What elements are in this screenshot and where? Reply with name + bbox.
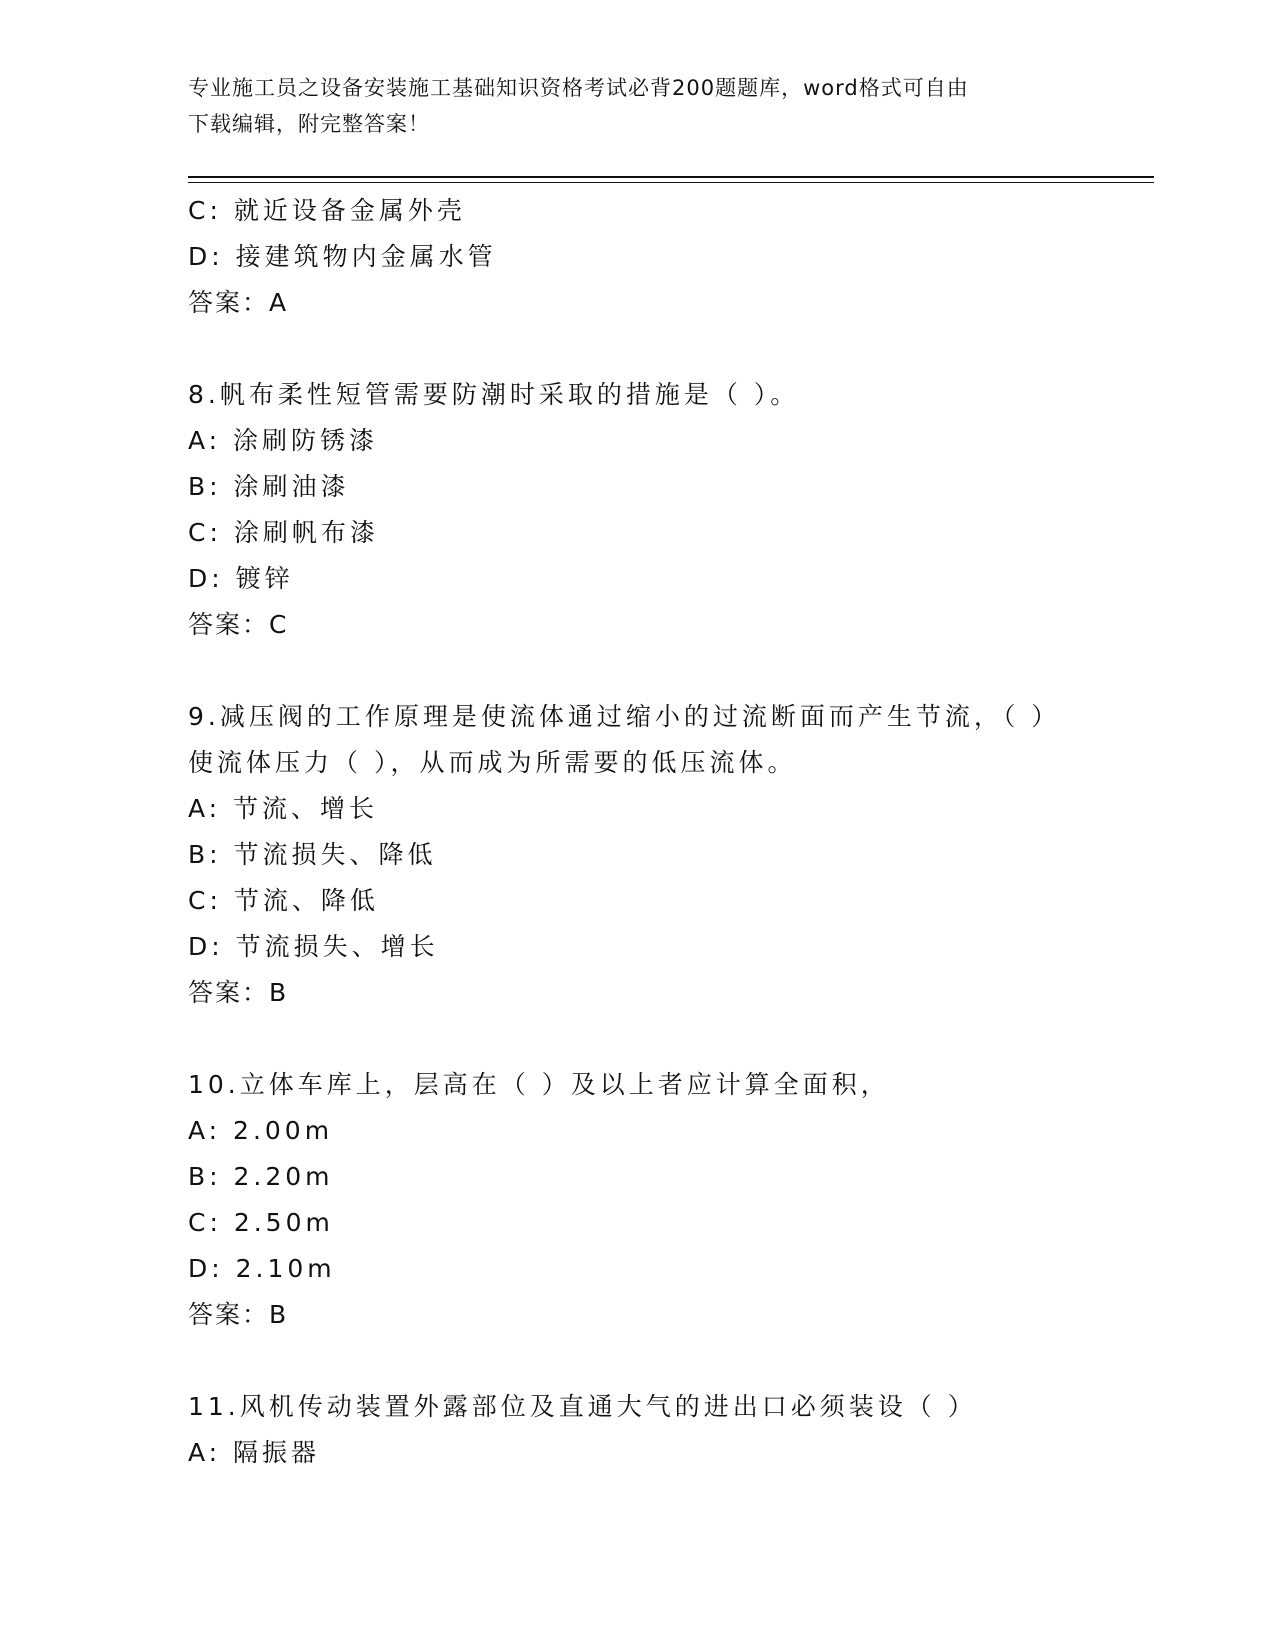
question-7-continued — [188, 188, 1088, 326]
question-10 — [188, 1062, 1088, 1338]
header-rule-thick — [188, 176, 1154, 178]
option-c: C: 节流、降低 — [188, 886, 379, 915]
option-c: C: 涂刷帆布漆 — [188, 518, 379, 547]
spacer — [188, 1016, 1088, 1062]
document-header — [188, 70, 1088, 142]
question-text: 8.帆布柔性短管需要防潮时采取的措施是（ ）。 — [188, 380, 800, 409]
option-a: A: 隔振器 — [188, 1438, 321, 1467]
option-a: A: 涂刷防锈漆 — [188, 426, 379, 455]
spacer — [188, 1338, 1088, 1384]
question-text: 11.风机传动装置外露部位及直通大气的进出口必须装设（ ） — [188, 1392, 977, 1421]
question-text-line-2: 使流体压力（ ），从而成为所需要的低压流体。 — [188, 748, 797, 777]
option-c: C: 就近设备金属外壳 — [188, 196, 466, 225]
option-a: A: 节流、增长 — [188, 794, 379, 823]
option-c: C: 2.50m — [188, 1208, 334, 1237]
question-list — [188, 188, 1088, 1476]
option-d: D: 2.10m — [188, 1254, 336, 1283]
spacer — [188, 648, 1088, 694]
header-rule-thin — [188, 182, 1154, 183]
answer: 答案：B — [188, 1300, 289, 1329]
question-11 — [188, 1384, 1088, 1476]
answer: 答案：C — [188, 610, 289, 639]
option-d: D: 节流损失、增长 — [188, 932, 439, 961]
header-line-1: 专业施工员之设备安装施工基础知识资格考试必背200题题库，word格式可自由 — [188, 76, 969, 100]
question-9 — [188, 694, 1088, 1016]
option-a: A: 2.00m — [188, 1116, 334, 1145]
header-line-2: 下载编辑，附完整答案！ — [188, 112, 430, 136]
option-b: B: 涂刷油漆 — [188, 472, 350, 501]
question-text-line-1: 9.减压阀的工作原理是使流体通过缩小的过流断面而产生节流，（ ） — [188, 702, 1061, 731]
answer: 答案：A — [188, 288, 289, 317]
option-d: D: 镀锌 — [188, 564, 294, 593]
question-text: 10.立体车库上，层高在（ ）及以上者应计算全面积， — [188, 1070, 890, 1099]
option-d: D: 接建筑物内金属水管 — [188, 242, 497, 271]
option-b: B: 节流损失、降低 — [188, 840, 437, 869]
option-b: B: 2.20m — [188, 1162, 334, 1191]
question-8 — [188, 372, 1088, 648]
spacer — [188, 326, 1088, 372]
answer: 答案：B — [188, 978, 289, 1007]
